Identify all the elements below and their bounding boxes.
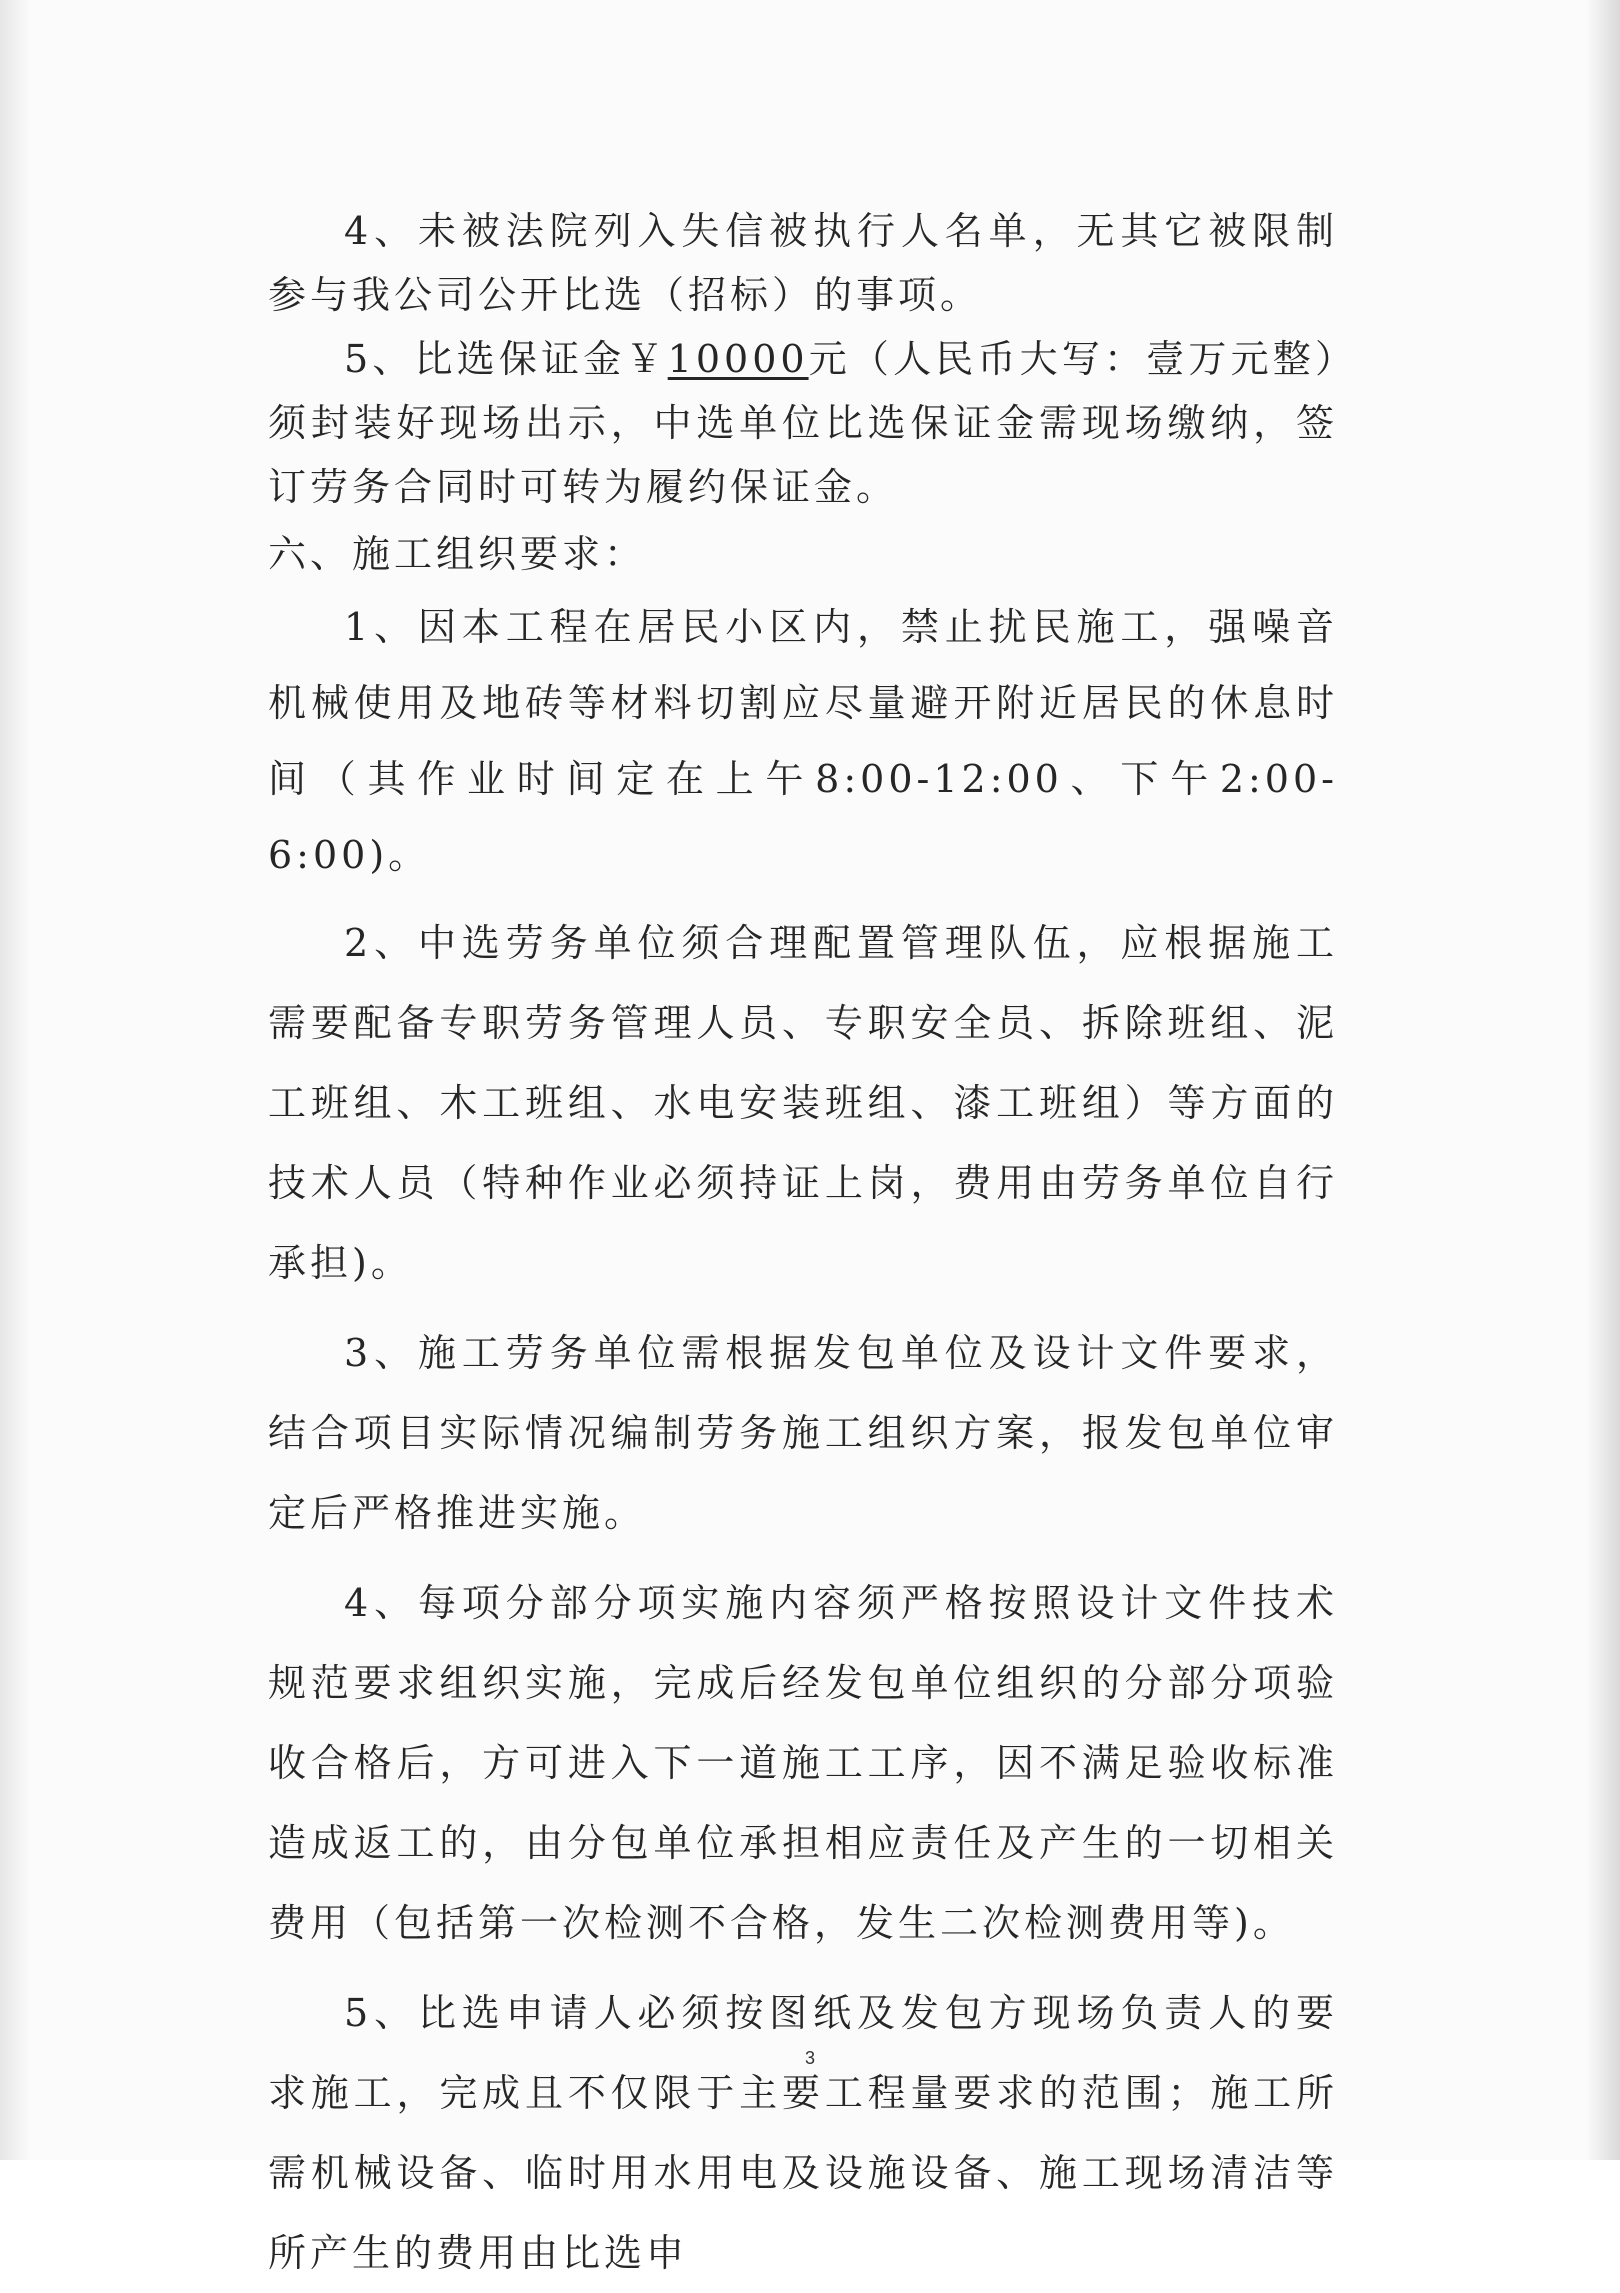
paragraph-item-5-start: 5、比选保证金￥ xyxy=(344,337,668,381)
document-body xyxy=(268,199,1338,2293)
page-left-edge xyxy=(0,0,30,2160)
requirement-item-3: 3、施工劳务单位需根据发包单位及设计文件要求，结合项目实际情况编制劳务施工组织方案，报发包单位审定后严格推进实施。 xyxy=(268,1331,1338,1535)
page-right-edge xyxy=(1586,0,1620,2160)
section-heading-6: 六、施工组织要求： xyxy=(268,532,647,576)
paragraph-item-5-end: 元（人民币大写：壹万元整）须封装好现场出示，中选单位比选保证金需现场缴纳，签订劳务合同时可转为履约保证金。 xyxy=(268,337,1338,509)
requirement-item-4: 4、每项分部分项实施内容须严格按照设计文件技术规范要求组织实施，完成后经发包单位组织的分部分项验收合格后，方可进入下一道施工工序，因不满足验收标准造成返工的，由分包单位承担相应责任及产生的一切相关费用（包括第一次检测不合格，发生二次检测费用等)。 xyxy=(268,1581,1338,1945)
requirement-item-2: 2、中选劳务单位须合理配置管理队伍，应根据施工需要配备专职劳务管理人员、专职安全员、拆除班组、泥工班组、木工班组、水电安装班组、漆工班组）等方面的技术人员（特种作业必须持证上岗，费用由劳务单位自行承担)。 xyxy=(268,921,1338,1285)
deposit-amount: 10000 xyxy=(667,337,809,381)
page-number: 3 xyxy=(804,2048,815,2068)
requirement-item-5: 5、比选申请人必须按图纸及发包方现场负责人的要求施工，完成且不仅限于主要工程量要求的范围；施工所需机械设备、临时用水用电及设施设备、施工现场清洁等所产生的费用由比选申 xyxy=(268,1991,1338,2275)
paragraph-item-5 xyxy=(268,327,1338,519)
paragraph-item-4: 4、未被法院列入失信被执行人名单，无其它被限制参与我公司公开比选（招标）的事项。 xyxy=(268,209,1338,317)
requirement-item-1: 1、因本工程在居民小区内，禁止扰民施工，强噪音机械使用及地砖等材料切割应尽量避开附近居民的休息时间（其作业时间定在上午8:00-12:00、下午2:00-6:00)。 xyxy=(268,605,1338,877)
